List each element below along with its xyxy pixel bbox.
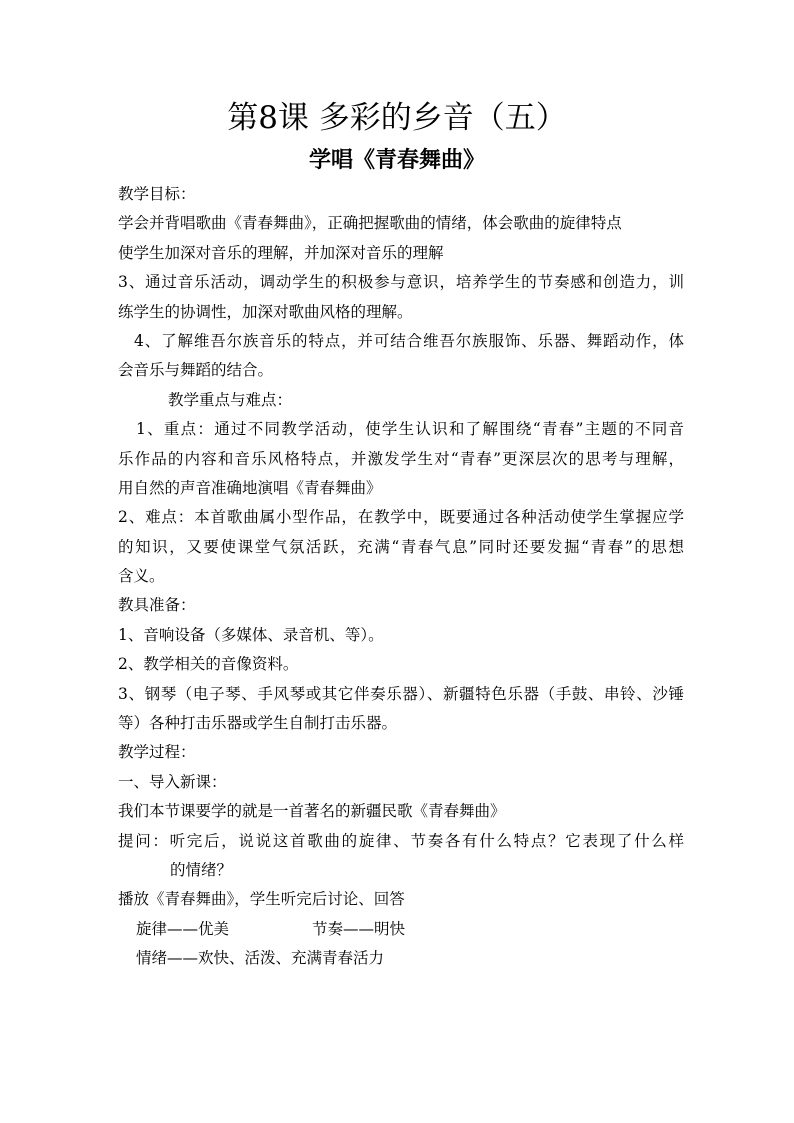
section-heading-goals: 教学目标： bbox=[118, 185, 196, 203]
melody-answer: 旋律——优美 bbox=[136, 919, 230, 938]
goal-line: 练学生的协调性，加深对歌曲风格的理解。 bbox=[118, 302, 413, 321]
difficulty-line: 含义。 bbox=[118, 567, 165, 586]
goal-line: 4、了解维吾尔族音乐的特点，并可结合维吾尔族服饰、乐器、舞蹈动作，体 bbox=[134, 331, 684, 350]
difficulty-line: 的知识，又要使课堂气氛活跃，充满“青春气息”同时还要发掘“青春”的思想 bbox=[118, 537, 684, 556]
mood-answer: 情绪——欢快、活泼、充满青春活力 bbox=[136, 949, 385, 968]
difficulty-line: 2、难点：本首歌曲属小型作品，在教学中，既要通过各种活动使学生掌握应学 bbox=[118, 508, 684, 527]
lesson-subtitle: 学唱《青春舞曲》 bbox=[308, 147, 485, 173]
answer-line bbox=[118, 915, 684, 944]
key-point-line: 乐作品的内容和音乐风格特点，并激发学生对“青春”更深层次的思考与理解， bbox=[118, 449, 684, 468]
lesson-title: 第8课 多彩的乡音（五） bbox=[227, 100, 567, 136]
key-point-line: 1、重点：通过不同教学活动，使学生认识和了解围绕“青春”主题的不同音 bbox=[136, 420, 684, 439]
question-line: 提问：听完后，说说这首歌曲的旋律、节奏各有什么特点？它表现了什么样 bbox=[118, 831, 684, 850]
materials-line: 2、教学相关的音像资料。 bbox=[118, 655, 299, 674]
process-line: 我们本节课要学的就是一首著名的新疆民歌《青春舞曲》 bbox=[118, 802, 506, 821]
materials-line: 等）各种打击乐器或学生自制打击乐器。 bbox=[118, 714, 398, 733]
process-line: 播放《青春舞曲》，学生听完后讨论、回答 bbox=[118, 890, 405, 909]
process-step-heading: 一、导入新课： bbox=[118, 772, 227, 791]
question-line: 的情绪？ bbox=[170, 860, 233, 879]
lesson-body bbox=[118, 180, 684, 974]
key-point-line: 用自然的声音准确地演唱《青春舞曲》 bbox=[118, 478, 382, 497]
materials-line: 3、钢琴（电子琴、手风琴或其它伴奏乐器）、新疆特色乐器（手鼓、串铃、沙锤 bbox=[118, 684, 684, 703]
goal-line: 学会并背唱歌曲《青春舞曲》，正确把握歌曲的情绪，体会歌曲的旋律特点 bbox=[118, 214, 622, 233]
section-heading-materials: 教具准备： bbox=[118, 596, 196, 615]
section-heading-process: 教学过程： bbox=[118, 743, 196, 762]
section-heading-key-points: 教学重点与难点： bbox=[168, 390, 293, 409]
materials-line: 1、音响设备（多媒体、录音机、等）。 bbox=[118, 625, 384, 644]
goal-line: 会音乐与舞蹈的结合。 bbox=[118, 361, 274, 380]
goal-line: 3、通过音乐活动，调动学生的积极参与意识，培养学生的节奏感和创造力，训 bbox=[118, 273, 684, 292]
goal-line: 使学生加深对音乐的理解，并加深对音乐的理解 bbox=[118, 243, 444, 262]
rhythm-answer: 节奏——明快 bbox=[312, 919, 406, 938]
